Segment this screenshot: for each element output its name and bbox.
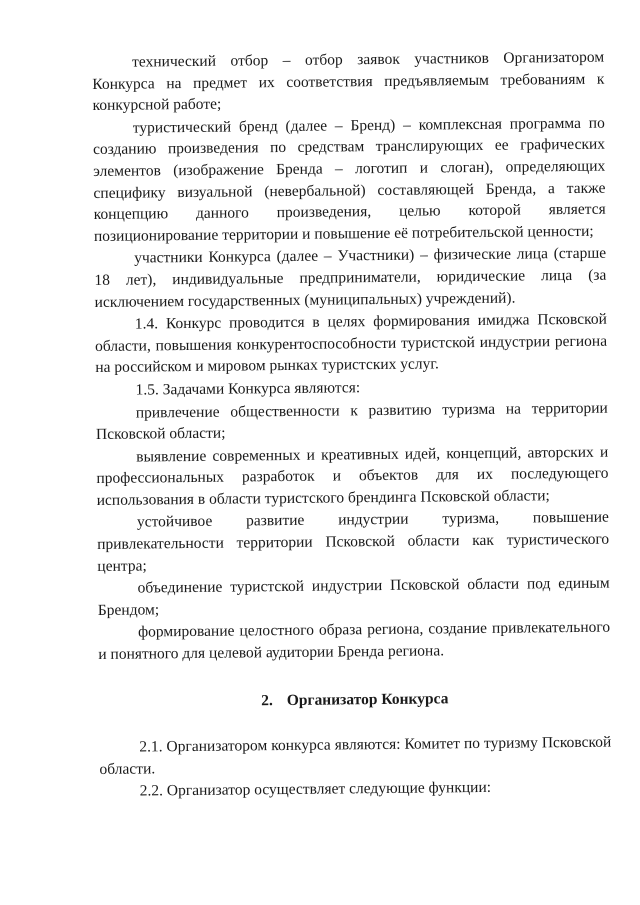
task-item-sustainable-development: устойчивое развитие индустрии туризма, повышение привлекательности территории Псковской области как туристического центра; [97,509,610,575]
clause-2-2: 2.2. Организатор осуществляет следующие функции: [139,779,492,800]
section-number: 2. [261,691,273,709]
clause-1-5: 1.5. Задачами Конкурса являются: [135,379,361,399]
task-item-ideas-identification: выявление современных и креативных идей, концепций, авторских и профессиональных разработок и объектов для их последующего использования в области туристского брендинга Псковской области; [96,443,609,509]
task-item-industry-unification: объединение туристской индустрии Псковской области под единым Брендом; [97,574,610,619]
task-item-region-image: формирование целостного образа региона, создание привлекательного и понятного для целевой аудитории Бренда региона. [98,619,611,663]
definition-tourist-brand: туристический бренд (далее – Бренд) – комплексная программа по созданию произведения по средствам транслирующих ее графических элементов (изображение Бренда – логотип и слоган), определяющих специфику визуальной (невербальной) составляющей Бренда, а также концепцию данного произведения, целью которой является позиционирование территории и повышение её потребительской ценности; [92,114,606,245]
task-item-public-involvement: привлечение общественности к развитию туризма на территории Псковской области; [95,399,608,444]
clause-1-4: 1.4. Конкурс проводится в целях формирования имиджа Псковской области, повышения конкурентоспособности туристской индустрии региона на российском и мировом рынках туристских услуг. [94,310,608,377]
definition-participants: участники Конкурса (далее – Участники) – физические лица (старше 18 лет), индивидуальные предприниматели, юридические лица (за исключением государственных (муниципальных) учреждений). [94,244,607,311]
page-content [92,47,612,804]
section-title: Организатор Конкурса [286,689,449,709]
clause-2-1: 2.1. Организатором конкурса являются: Комитет по туризму Псковской области. [99,733,612,778]
section-heading [99,686,611,713]
definition-technical-selection: технический отбор – отбор заявок участников Организатором Конкурса на предмет их соответствия предъявляемым требованиям к конкурсной работе; [92,48,605,115]
